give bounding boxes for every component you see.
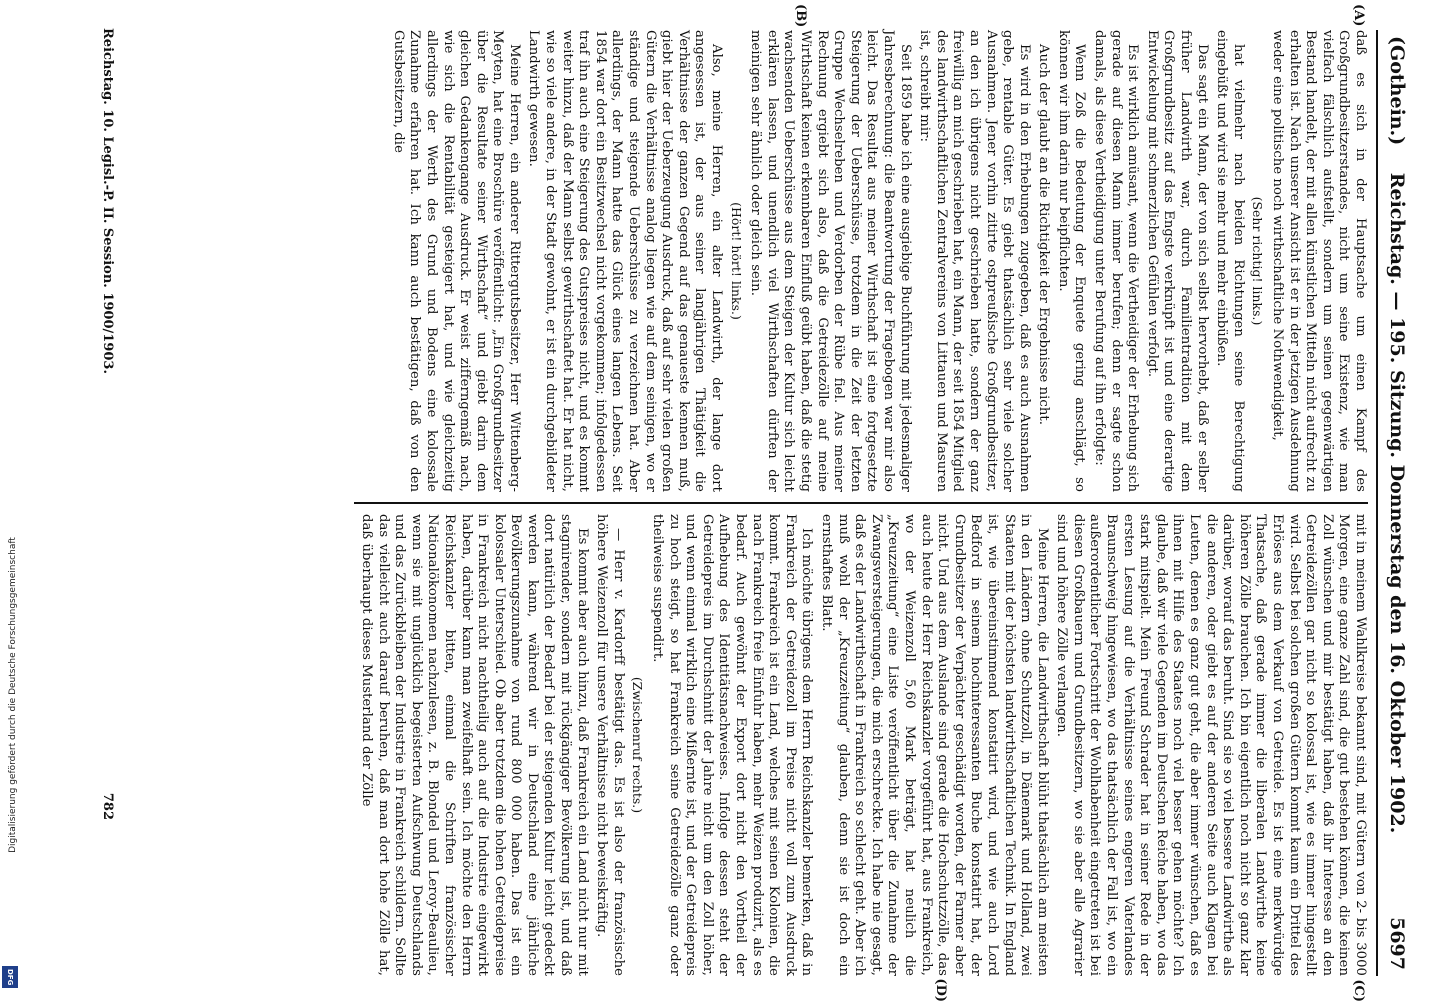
paragraph: mit in meinem Wahlkreise bekannt sind, mit Gütern von 2- bis 3000 Morgen, eine ganze Zahl sind, die gut bestehen können, die keinen Zoll wünschen und mir bestätigt haben, daß ihr Interesse an den Getreidezöllen gar nicht so kolossal ist, wie es immer hingestellt wird. Selbst bei solchen großen Gütern kommt kaum ein Drittel des Erlöses aus dem Verkauf von Getreide. Es ist eine merkwürdige Thatsache, daß gerade immer die liberalen Landwirthe keine höheren Zölle brauchen. Ich bin eigentlich noch nicht so ganz klar darüber, worauf das beruht. Sind sie so viel bessere Landwirthe als die anderen, oder giebt es auf der anderen Seite auch Klagen bei Leuten, denen es ganz gut geht, die aber immer wünschen, daß es ihnen mit Hilfe des Staates noch viel besser gehen möchte? Ich glaube, daß wir viele Gegenden im Deutschen Reiche haben, wo das stark mitspielt. Mein Freund Schrader hat in seiner Rede in der ersten Lesung auf die Verhältnisse seines engeren Vaterlandes Braunschweig hingewiesen, wo das thatsächlich der Fall ist, wo ein außerordentlicher Fortschritt der Wohlhabenheit eingetreten ist bei diesen Großbauern und Grundbesitzern, wo sie aber alle Agrarier sind und höhere Zölle verlangen. [1054,514,1368,976]
paragraph: hat vielmehr nach beiden Richtungen seine Berechtigung eingebüßt und wird sie mehr und mehr einbüßen. [1214,30,1246,492]
page-header [1376,30,1412,976]
paragraph: (Sehr richtig! links.) [1250,196,1266,326]
rotated-page [60,0,1434,1000]
page-number: 5697 [1386,917,1408,970]
paragraph: (Hört! hört! links.) [728,202,744,320]
paragraph: Seit 1859 habe ich eine ausgiebige Buchführung mit jedesmaliger Jahresberechnung: die Beantwortung der Fragebogen war mir also leicht. Das Resultat aus meiner Wirthschaft ist eine fortgesetzte Steigerung der Ueberschüsse, trotzdem in die Zeit der letzten Gruppe Wechselreben und Verdorben der Rübe fiel. Aus meiner Rechnung ergiebt sich also, daß die Getreidezölle auf meine Wirthschaft keinen erkennbaren Einfluß geübt haben, daß die stetig wachsenden Ueberschüsse aus dem Steigen der Kultur sich leicht erklären lassen, und unendlich viel Wirthschaften dürften der meinigen sehr ähnlich oder gleich sein. [748,30,913,492]
paragraph: Es wird in den Erhebungen zugegeben, daß es auch Ausnahmen gebe, rentable Güter. Es giebt thatsächlich sehr viele solcher Ausnahmen. Jener vorhin zitirte ostpreußische Großgrundbesitzer, an den ich übrigens nicht geschrieben hatte, sondern der ganz freiwillig an mich geschrieben hat, ein Mann, der seit 1854 Mitglied des landwirthschaftlichen Zentralvereins von Littauen und Masuren ist, schreibt mir: [917,30,1032,492]
text-columns [354,4,1368,1002]
margin-marker-b: (B) [793,4,808,28]
dfg-logo: DFG [2,966,18,988]
digitization-credit-text: Digitalisierung gefördert durch die Deutsche Forschungsgemeinschaft [8,537,19,853]
left-column [354,4,1368,492]
margin-marker-a: (A) [1351,4,1366,27]
paragraph: Also, meine Herren, ein alter Landwirth, der lange dort angesessen ist, der aus seiner langjährigen Thätigkeit die Verhältnisse der ganzen Gegend auf das genaueste kennen muß, giebt hier der Ueberzeugung Ausdruck, daß auf sehr vielen großen Gütern die Verhältnisse analog liegen wie auf dem seinigen, wo er ständige und steigende Ueberschüsse zu verzeichnen hat. Aber allerdings, der Mann hatte das Glück eines langen Lebens. Seit 1854 war dort ein Besitzwechsel nicht vorgekommen; infolgedessen traf ihn auch eine Steigerung des Gutspreises nicht, und es kommt weiter hinzu, daß der Mann selbst gewirthschaftet hat. Er hat nicht, wie so viele andere, in der Stadt gewohnt, er ist ein durchgebildeter Landwirth gewesen. [526,30,725,492]
paragraph: Auch der glaubt an die Richtigkeit der Ergebnisse nicht. [1036,44,1052,425]
paragraph: Das sagt ein Mann, der von sich selbst hervorhebt, daß er selber früher Landwirth war, durch Familientradition mit dem Großgrundbesitz auf das Engste verknüpft ist und eine derartige Entwickelung mit schmerzlichen Gefühlen verfolgt. [1144,30,1210,492]
paragraph: Meine Herren, ein anderer Rittergutsbesitzer, Herr Wittenberg-Meyten, hat eine Broschüre veröffentlicht: „Ein Großgrundbesitzer über die Resultate seiner Wirthschaft“ und giebt darin dem gleichen Gedankengange Ausdruck. Er weist zifferngemäß nach, wie sich die Rentabilität gesteigert hat, und wie gleichzeitig allerdings der Werth des Grund und Bodens eine kolossale Zunahme erfahren hat. Ich kann auch bestätigen, daß von den Gutsbesitzern, die [390,30,522,492]
paragraph: — Herr v. Kardorff bestätigt das. Es ist also der französische höhere Weizenzoll für unsere Verhältnisse nicht beweiskräftig. [594,514,626,976]
session-title: Reichstag. — 195. Sitzung. Donnerstag den 16. Oktober 1902. [1386,172,1408,834]
paragraph: Meine Herren, die Landwirthschaft blüht thatsächlich am meisten in den Ländern ohne Schutzzoll, in Dänemark und Holland, zwei Staaten mit der höchsten landwirthschaftlichen Technik. In England ist, wie übereinstimmend konstatirt wird, und wie auch Lord Bedford in seinem hochinteressanten Buche konstatirt hat, der Grundbesitzer der Verpächter geschädigt worden, der Farmer aber nicht. Und aus dem Auslande sind gerade die Hochschutzzölle, das auch heute der Herr Reichskanzler vorgeführt hat, aus Frankreich, wo der Weizenzoll 5,60 Mark beträgt, hat neulich die „Kreuzzeitung“ eine Liste veröffentlicht über die Zunahme der Zwangsversteigerungen, die mich erschreckte. Ich habe nie gesagt, daß es der Landwirthschaft in Frankreich so schlecht geht. Aber ich muß wohl der „Kreuzzeitung“ glauben, denn sie ist doch ein ernsthaftes Blatt. [819,514,1050,976]
speaker-label: (Gothein.) [1386,36,1408,146]
paragraph: Ich möchte übrigens dem Herrn Reichskanzler bemerken, daß in Frankreich der Getreidezoll im Preise nicht voll zum Ausdruck kommt. Frankreich ist ein Land, welches mit seinen Kolonien, die nach Frankreich freie Einfuhr haben, mehr Weizen produzirt, als es bedarf. Auch gewöhnt der Export dort nicht den Vortheil der Aufhebung des Identitätsnachweises. Infolge dessen steht der Getreidepreis im Durchschnitt der Jahre nicht um den Zoll höher, und wenn einmal wirklich eine Mißernte ist, und der Getreidepreis zu hoch steigt, so hat Frankreich seine Getreidezölle ganz oder theilweise suspendirt. [650,514,815,976]
paragraph: Wenn Zoß die Bedeutung der Enquete gering anschlägt, so können wir ihm darin nur beipflichten. [1055,30,1088,492]
footer-session-info: Reichstag. 10. Legisl.-P. II. Session. 1900/1903. [100,28,115,374]
digitization-credit [0,0,26,1000]
right-column [354,514,1368,1002]
paragraph: daß es sich in der Hauptsache um einen Kampf des Großgrundbesitzerstandes, nicht um seine Existenz, wie man vielfach fälschlich aufstellt, sondern um seinen gegenwärtigen Bestand handelt, der mit allen künstlichen Mitteln nicht aufrecht zu erhalten ist. Nach unserer Ansicht ist er in der jetzigen Ausdehnung weder eine politische noch wirthschaftliche Nothwendigkeit, [1270,30,1368,492]
footer-sheet-number: 782 [100,792,115,820]
paragraph: Es ist wirklich amüsant, wenn die Vertheidiger der Erhebung sich gerade auf diesen Mann immer berufen; denn er sagte schon damals, als diese Vertheidigung unter Berufung auf ihn erfolgte: [1092,30,1141,492]
margin-marker-c: (C) [1351,979,1366,1002]
document-page [60,0,1434,1000]
column-divider [354,502,1368,504]
paragraph: Es kommt aber auch hinzu, daß Frankreich ein Land nicht nur mit stagnirender, sondern mit rückgängiger Bevölkerung ist, und daß dort natürlich der Bedarf bei der steigenden Kultur leicht gedeckt werden kann, während wir in Deutschland eine jährliche Bevölkerungszunahme von rund 800 000 haben. Das ist ein kolossaler Unterschied. Ob aber trotzdem die hohen Getreidepreise in Frankreich nicht nachtheilig auch auf die Industrie eingewirkt haben, darüber kann man zweifelhaft sein. Ich möchte den Herrn Reichskanzler bitten, einmal die Schriften französischer Nationalökonomen nachzulesen, z. B. Blondel und Leroy-Beaulieu, wenn sie mit unglücklich begeisterten Aufschwung Deutschlands und das Zurückbleiben der Industrie in Frankreich schildern. Sollte das vielleicht auch darauf beruhen, daß man dort hohe Zölle hat, daß überhaupt dieses Musterland der Zölle [358,514,590,976]
margin-marker-d: (D) [933,978,948,1002]
paragraph: (Zwischenruf rechts.) [630,676,646,814]
